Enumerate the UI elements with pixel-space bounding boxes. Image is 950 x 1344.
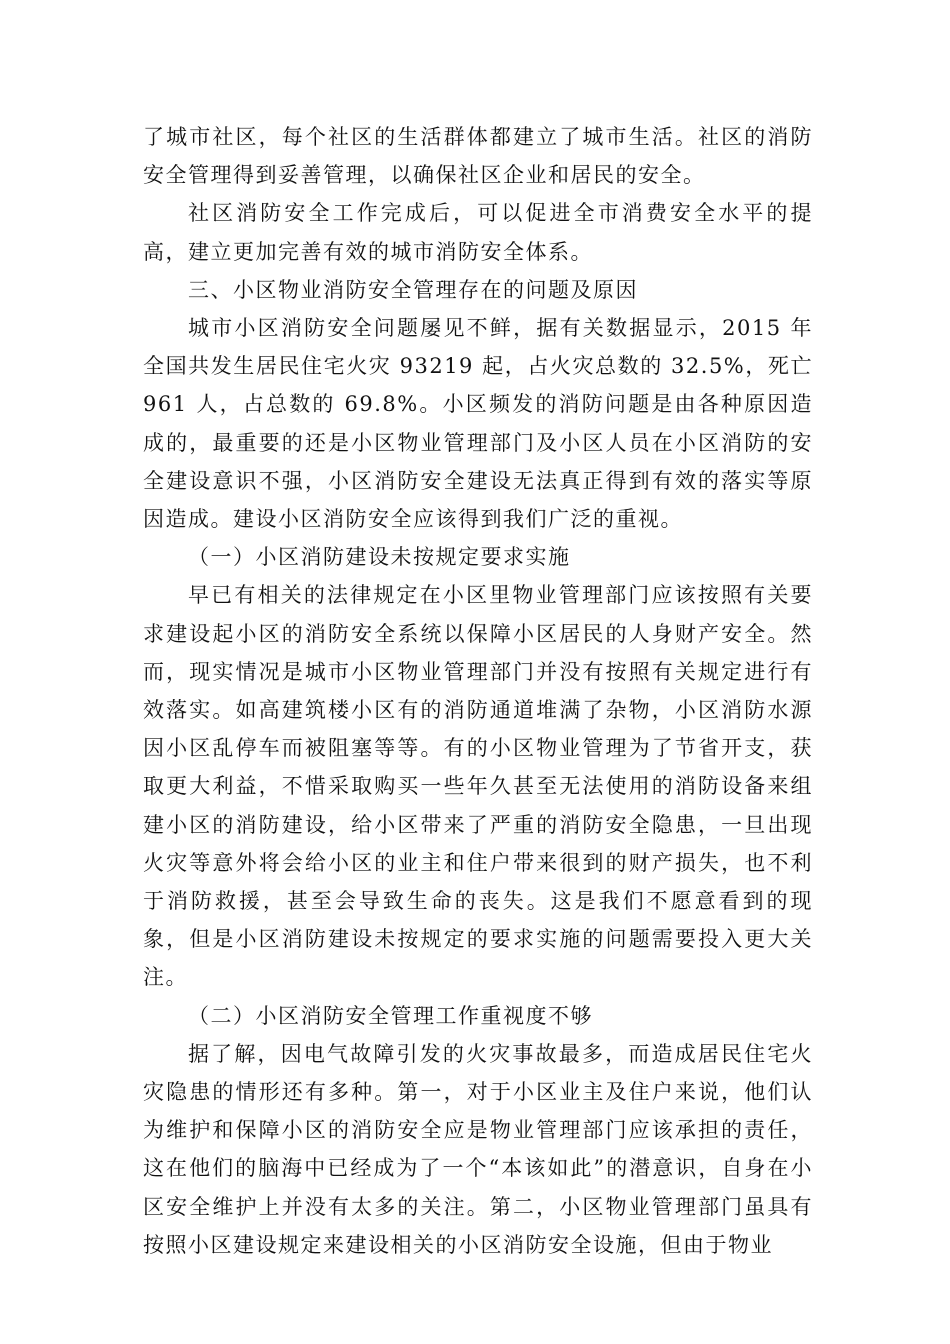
subsection-heading: （二）小区消防安全管理工作重视度不够: [188, 1003, 593, 1028]
paragraph-body: 城市小区消防安全问题屡见不鲜，据有关数据显示，2015 年全国共发生居民住宅火灾 93219 起，占火灾总数的 32.5%，死亡 961 人，占总数的 69.8%。小区频发的消防问题是由各种原因造成的，最重要的还是小区物业管理部门及小区人员在小区消防的安全建设意识不强，小区消防安全建设无法真正得到有效的落实等原因造成。建设小区消防安全应该得到我们广泛的重视。: [143, 316, 813, 532]
paragraph-body: 据了解，因电气故障引发的火灾事故最多，而造成居民住宅火灾隐患的情形还有多种。第一，对于小区业主及住户来说，他们认为维护和保障小区的消防安全应是物业管理部门应该承担的责任，这在他们的脑海中已经成为了一个“本该如此”的潜意识，自身在小区安全维护上并没有太多的关注。第二，小区物业管理部门虽具有按照小区建设规定来建设相关的小区消防安全设施，但由于物业: [143, 1041, 813, 1257]
paragraph-body: 早已有相关的法律规定在小区里物业管理部门应该按照有关要求建设起小区的消防安全系统以保障小区居民的人身财产安全。然而，现实情况是城市小区物业管理部门并没有按照有关规定进行有效落实。如高建筑楼小区有的消防通道堆满了杂物，小区消防水源因小区乱停车而被阻塞等等。有的小区物业管理为了节省开支，获取更大利益，不惜采取购买一些年久甚至无法使用的消防设备来组建小区的消防建设，给小区带来了严重的消防安全隐患，一旦出现火灾等意外将会给小区的业主和住户带来很到的财产损失，也不利于消防救援，甚至会导致生命的丧失。这是我们不愿意看到的现象，但是小区消防建设未按规定的要求实施的问题需要投入更大关注。: [143, 583, 813, 990]
subsection-heading: （一）小区消防建设未按规定要求实施: [188, 545, 571, 570]
document-body: [143, 118, 813, 1264]
paragraph-continuation: 了城市社区，每个社区的生活群体都建立了城市生活。社区的消防安全管理得到妥善管理，以确保社区企业和居民的安全。: [143, 125, 813, 188]
section-heading: 三、小区物业消防安全管理存在的问题及原因: [188, 277, 638, 302]
paragraph-body: 社区消防安全工作完成后，可以促进全市消费安全水平的提高，建立更加完善有效的城市消防安全体系。: [143, 201, 813, 264]
